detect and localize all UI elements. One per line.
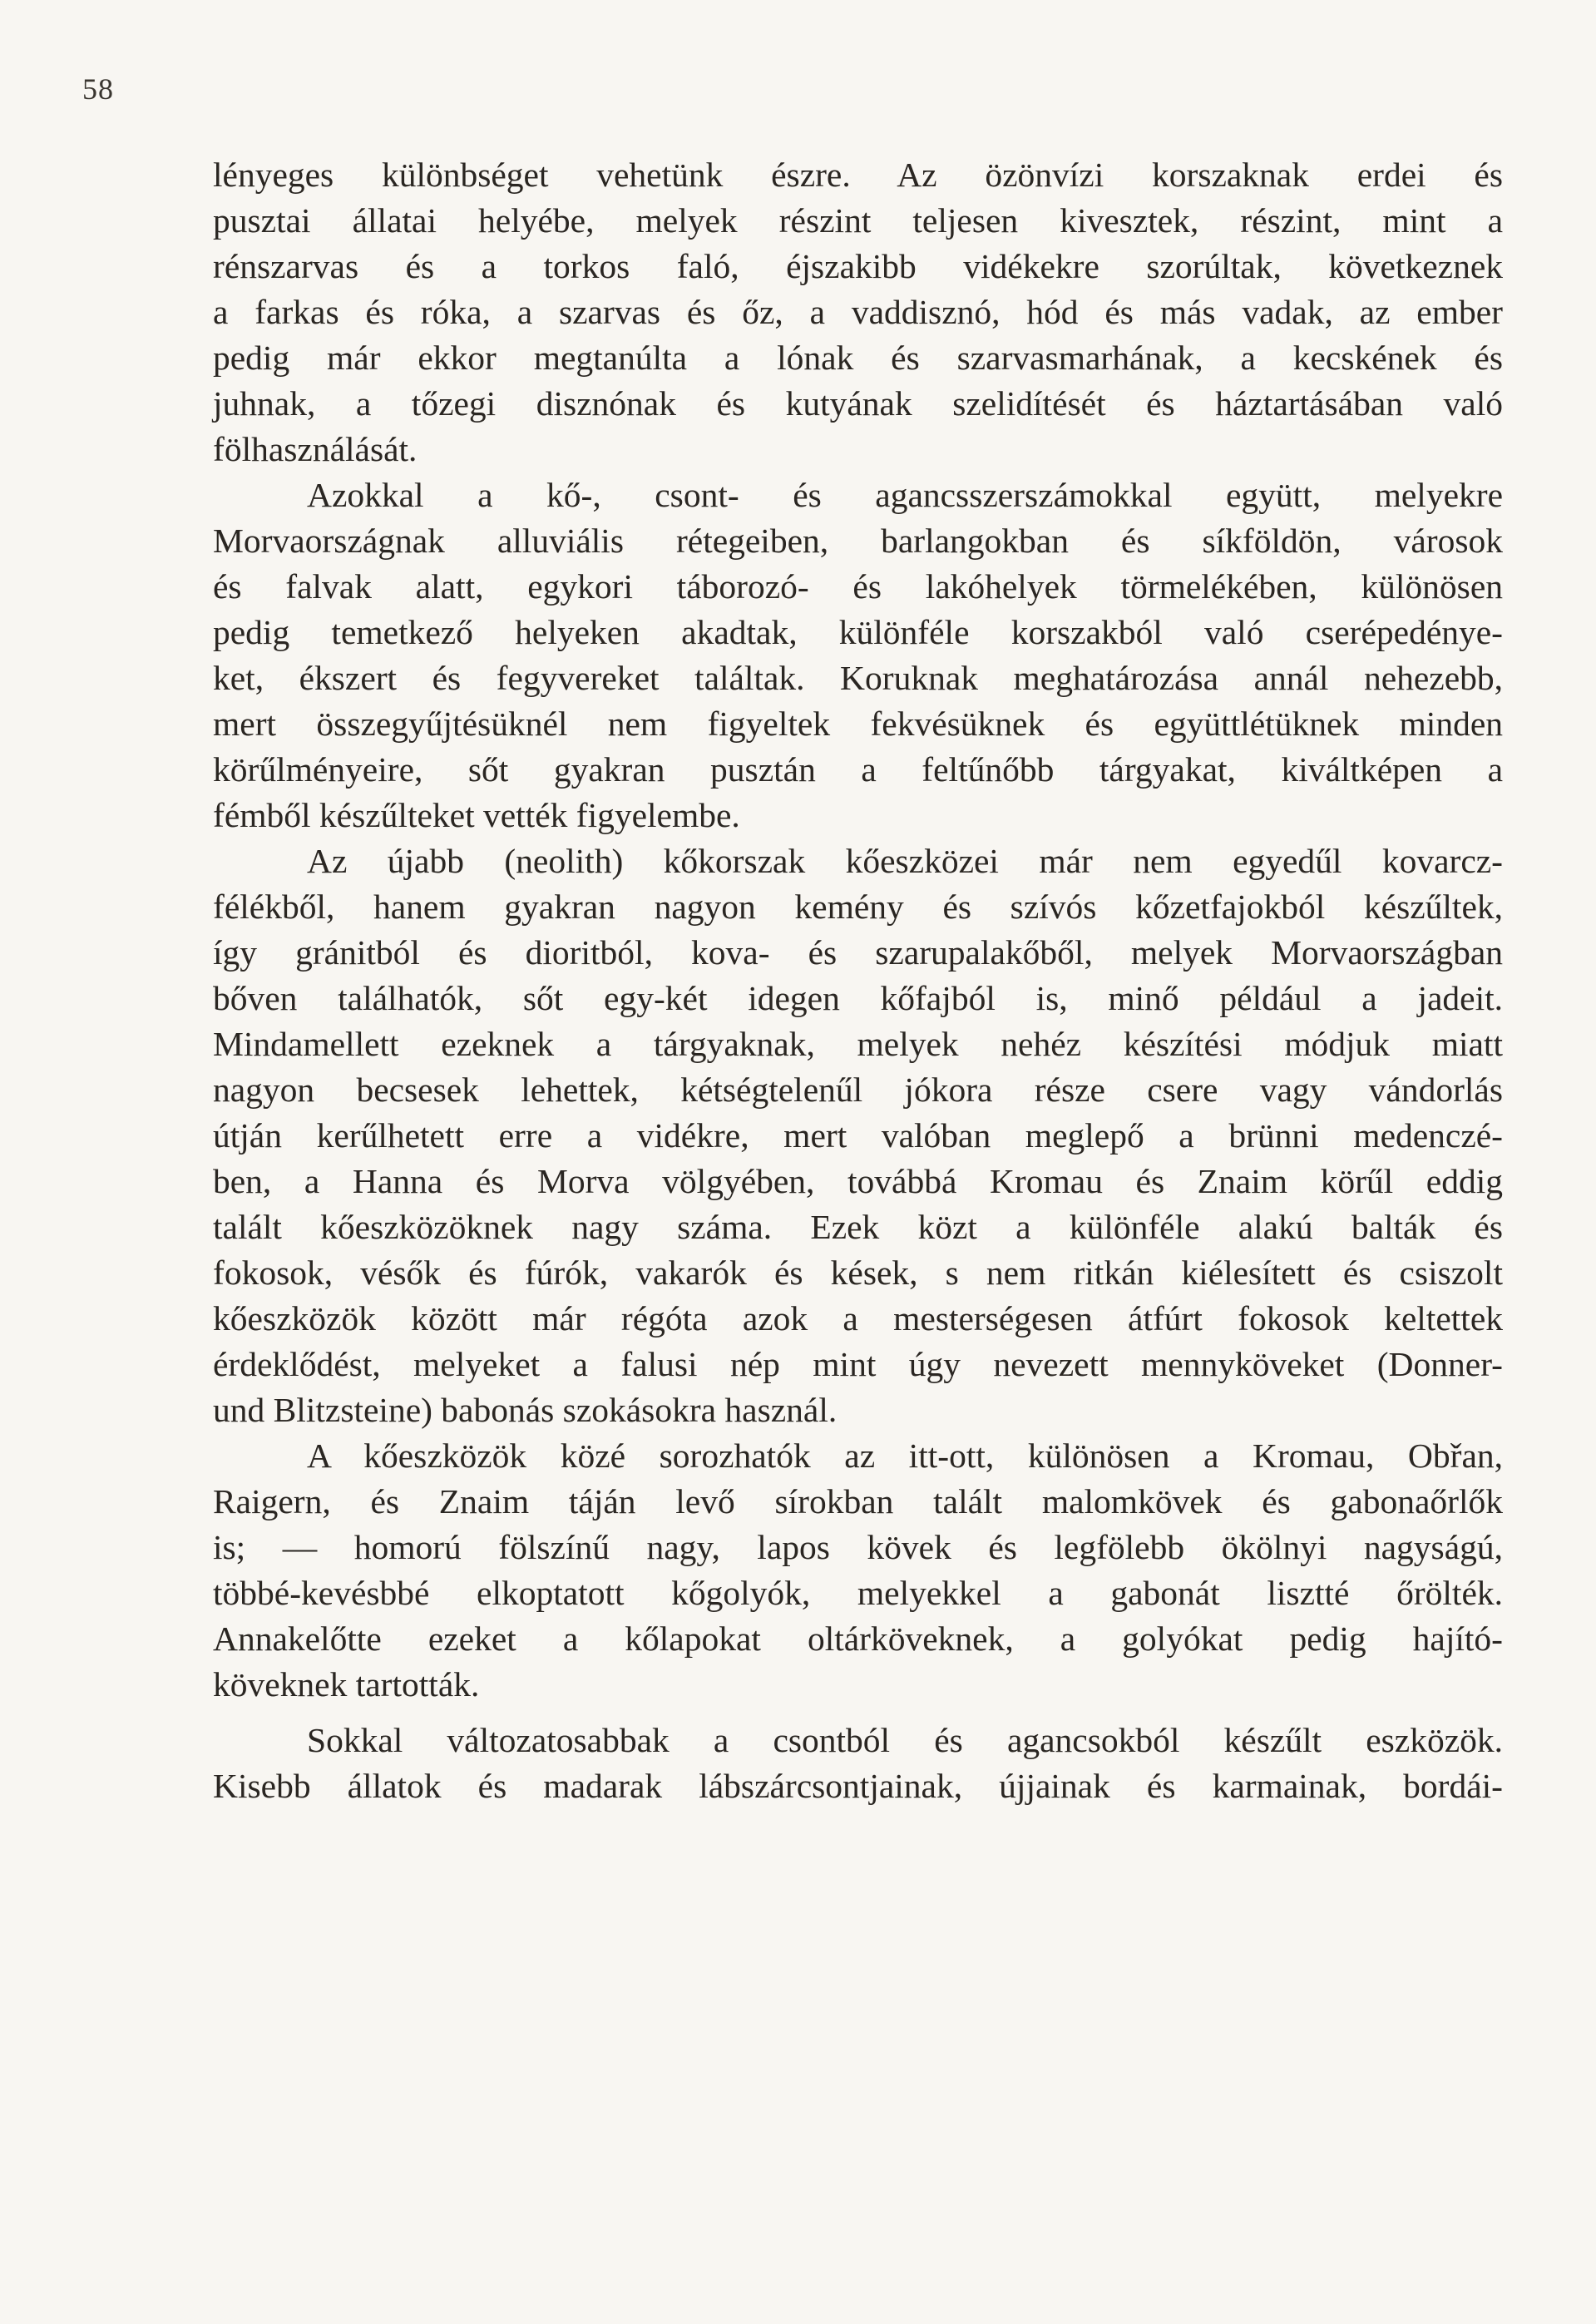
text-line: így gránitból és dioritból, kova- és szarupalakőből, melyek Morvaországban <box>213 933 1503 972</box>
text-line: köveknek tartották. <box>213 1665 480 1703</box>
text-line: fémből készűlteket vették figyelembe. <box>213 796 740 834</box>
text-line: Azokkal a kő-, csont- és agancsszerszámokkal együtt, melyekre <box>307 476 1503 514</box>
text-line: A kőeszközök közé sorozhatók az itt-ott, különösen a Kromau, Obřan, <box>307 1436 1503 1475</box>
paragraph-3 <box>213 838 1503 1433</box>
text-line: többé-kevésbbé elkoptatott kőgolyók, melyekkel a gabonát lisztté őrölték. <box>213 1574 1503 1612</box>
page-number: 58 <box>82 72 114 106</box>
text-line: und Blitzsteine) babonás szokásokra használ. <box>213 1391 838 1429</box>
text-line: pedig már ekkor megtanúlta a lónak és szarvasmarhának, a kecskének és <box>213 339 1503 377</box>
text-line: útján kerűlhetett erre a vidékre, mert valóban meglepő a brünni medenczé- <box>213 1116 1503 1155</box>
text-line: talált kőeszközöknek nagy száma. Ezek közt a különféle alakú balták és <box>213 1208 1503 1246</box>
text-line: ket, ékszert és fegyvereket találtak. Koruknak meghatározása annál nehezebb, <box>213 659 1503 697</box>
text-line: fokosok, vésők és fúrók, vakarók és kések, s nem ritkán kiélesített és csiszolt <box>213 1253 1503 1292</box>
text-line: pedig temetkező helyeken akadtak, különféle korszakból való cserépedénye- <box>213 613 1503 651</box>
text-line: Annakelőtte ezeket a kőlapokat oltárköveknek, a golyókat pedig hajító- <box>213 1619 1503 1658</box>
text-line: fölhasználását. <box>213 430 418 468</box>
body-text <box>213 152 1503 1809</box>
paragraph-2 <box>213 472 1503 838</box>
text-line: lényeges különbséget vehetünk észre. Az özönvízi korszaknak erdei és <box>213 156 1503 194</box>
text-line: Raigern, és Znaim táján levő sírokban talált malomkövek és gabonaőrlők <box>213 1482 1503 1520</box>
text-line: Az újabb (neolith) kőkorszak kőeszközei már nem egyedűl kovarcz- <box>307 842 1503 880</box>
text-line: Kisebb állatok és madarak lábszárcsontjainak, újjainak és karmainak, bordái- <box>213 1767 1503 1805</box>
text-line: mert összegyűjtésüknél nem figyeltek fekvésüknek és együttlétüknek minden <box>213 705 1503 743</box>
paragraph-spacer <box>213 1708 1503 1718</box>
paragraph-5 <box>213 1718 1503 1809</box>
text-line: pusztai állatai helyébe, melyek részint teljesen kivesztek, részint, mint a <box>213 201 1503 240</box>
text-line: bőven találhatók, sőt egy-két idegen kőfajból is, minő például a jadeit. <box>213 979 1503 1017</box>
text-line: és falvak alatt, egykori táborozó- és lakóhelyek törmelékében, különösen <box>213 567 1503 606</box>
text-line: a farkas és róka, a szarvas és őz, a vaddisznó, hód és más vadak, az ember <box>213 293 1503 331</box>
text-line: nagyon becsesek lehettek, kétségtelenűl jókora része csere vagy vándorlás <box>213 1071 1503 1109</box>
text-line: körűlményeire, sőt gyakran pusztán a feltűnőbb tárgyakat, kiváltképen a <box>213 750 1503 789</box>
paragraph-1 <box>213 152 1503 472</box>
text-line: Morvaországnak alluviális rétegeiben, barlangokban és síkföldön, városok <box>213 522 1503 560</box>
text-line: Mindamellett ezeknek a tárgyaknak, melyek nehéz készítési módjuk miatt <box>213 1025 1503 1063</box>
text-line: juhnak, a tőzegi disznónak és kutyának szelidítését és háztartásában való <box>213 384 1503 423</box>
text-line: érdeklődést, melyeket a falusi nép mint úgy nevezett mennyköveket (Donner- <box>213 1345 1503 1383</box>
paragraph-4 <box>213 1433 1503 1708</box>
text-line: is; — homorú fölszínű nagy, lapos kövek és legfölebb ökölnyi nagyságú, <box>213 1528 1503 1566</box>
text-line: kőeszközök között már régóta azok a mesterségesen átfúrt fokosok keltettek <box>213 1299 1503 1338</box>
text-line: ben, a Hanna és Morva völgyében, továbbá Kromau és Znaim körűl eddig <box>213 1162 1503 1200</box>
text-line: félékből, hanem gyakran nagyon kemény és szívós kőzetfajokból készűltek, <box>213 888 1503 926</box>
text-line: rénszarvas és a torkos faló, éjszakibb vidékekre szorúltak, következnek <box>213 247 1503 285</box>
text-line: Sokkal változatosabbak a csontból és agancsokból készűlt eszközök. <box>307 1721 1503 1759</box>
